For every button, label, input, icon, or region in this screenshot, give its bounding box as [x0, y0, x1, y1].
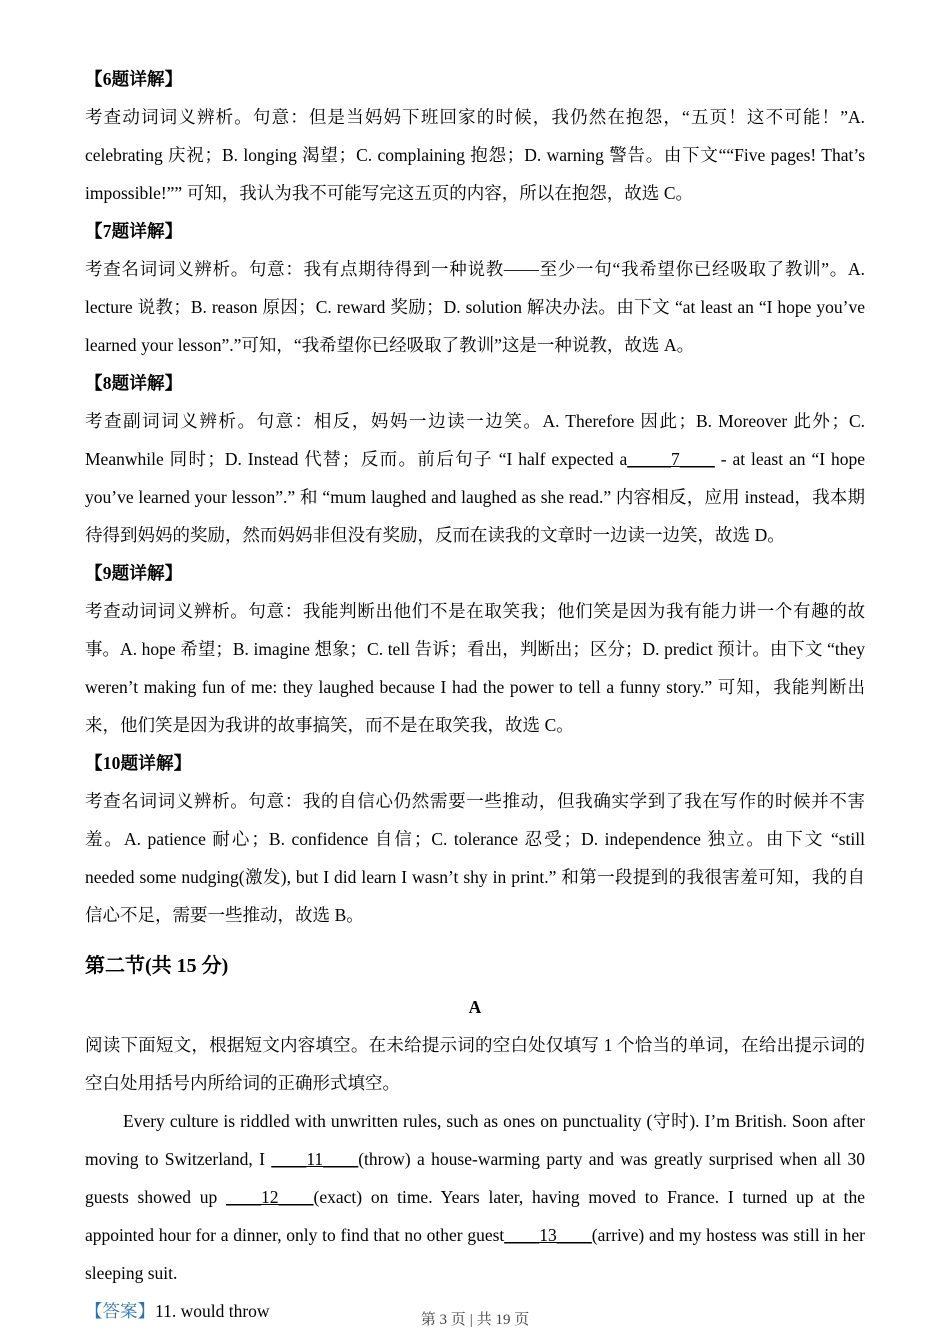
explanation-heading-8: 【8题详解】 — [85, 373, 183, 393]
cloze-blank-12: ____12____ — [226, 1187, 314, 1207]
explanation-body-7: 考查名词词义辨析。句意：我有点期待得到一种说教——至少一句“我希望你已经吸取了教训”。A. lecture 说教；B. reason 原因；C. reward 奖励；D. solution 解决办法。由下文 “at least an “I hope you’ve learned your lesson”.”可知，“我希望你已经吸取了教训”这是一种说教，故选 A。 — [85, 259, 865, 355]
explanation-block-8 — [85, 364, 865, 554]
explanation-body-8 — [85, 402, 865, 554]
passage-segment-2: (throw) a house-warming party and was greatly surprised when all 30 guests showed up — [85, 1149, 865, 1207]
explanation-block-7 — [85, 212, 865, 364]
explanation-block-10 — [85, 744, 865, 934]
cloze-passage — [85, 1102, 865, 1292]
explanation-body-6: 考查动词词义辨析。句意：但是当妈妈下班回家的时候，我仍然在抱怨，“五页！这不可能！”A. celebrating 庆祝；B. longing 渴望；C. complaining 抱怨；D. warning 警告。由下文““Five pages! That’s impossible!”” 可知，我认为我不可能写完这五页的内容，所以在抱怨，故选 C。 — [85, 107, 865, 203]
explanation-heading-10: 【10题详解】 — [85, 753, 192, 773]
cloze-blank-13: ____13____ — [504, 1225, 592, 1245]
page-footer — [0, 1308, 950, 1329]
explanation-heading-9: 【9题详解】 — [85, 563, 183, 583]
passage-label-a: A — [468, 997, 482, 1017]
explanation-heading-7: 【7题详解】 — [85, 221, 183, 241]
explanation-block-9 — [85, 554, 865, 744]
cloze-blank-11: ____11____ — [271, 1149, 359, 1169]
section-two-instruction: 阅读下面短文，根据短文内容填空。在未给提示词的空白处仅填写 1 个恰当的单词，在给出提示词的空白处用括号内所给词的正确形式填空。 — [85, 1035, 865, 1093]
explanation-body-9: 考查动词词义辨析。句意：我能判断出他们不是在取笑我；他们笑是因为我有能力讲一个有趣的故事。A. hope 希望；B. imagine 想象；C. tell 告诉；看出，判断出；区分；D. predict 预计。由下文 “they weren’t making fun of me: they laughed because I had the power to tell a funny story.” 可知，我能判断出来，他们笑是因为我讲的故事搞笑，而不是在取笑我，故选 C。 — [85, 601, 865, 735]
footer-separator: | — [469, 1312, 473, 1328]
passage-segment-4: (arrive) and my hostess was still in her sleeping suit. — [85, 1225, 865, 1283]
answer-text: 11. would throw — [155, 1301, 270, 1321]
explanation-body-8-part1: 考查副词词义辨析。句意：相反，妈妈一边读一边笑。A. Therefore 因此；B. Moreover 此外；C. Meanwhile 同时；D. Instead 代替；反而。前后句子 “I half expected a — [85, 411, 865, 469]
explanation-block-6 — [85, 60, 865, 212]
page-content — [85, 60, 865, 1330]
explanation-body-10: 考查名词词义辨析。句意：我的自信心仍然需要一些推动，但我确实学到了我在写作的时候并不害羞。A. patience 耐心；B. confidence 自信；C. tolerance 忍受；D. independence 独立。由下文 “still needed some nudging(激发), but I did learn I wasn’t shy in print.” 和第一段提到的我很害羞可知，我的自信心不足，需要一些推动，故选 B。 — [85, 791, 865, 925]
section-two-heading: 第二节(共 15 分) — [85, 955, 229, 977]
explanation-heading-6: 【6题详解】 — [85, 69, 183, 89]
inline-blank-7: _____7____ — [627, 449, 715, 469]
footer-page-total: 共 19 页 — [476, 1312, 530, 1328]
passage-segment-3: (exact) on time. Years later, having moved to France. I turned up at the appointed hour for a dinner, only to find that no other guest — [85, 1187, 865, 1245]
explanation-body-8-part2: ‑ at least an “I hope you’ve learned your lesson”.” 和 “mum laughed and laughed as she read.” 内容相反，应用 instead，我本期待得到妈妈的奖励，然而妈妈非但没有奖励，反而在读我的文章时一边读一边笑，故选 D。 — [85, 449, 866, 545]
answer-tag: 【答案】 — [85, 1301, 155, 1321]
footer-page-number: 第 3 页 — [420, 1312, 466, 1328]
passage-segment-1: Every culture is riddled with unwritten rules, such as ones on punctuality (守时). I’m British. Soon after moving to Switzerland, I — [85, 1111, 865, 1169]
